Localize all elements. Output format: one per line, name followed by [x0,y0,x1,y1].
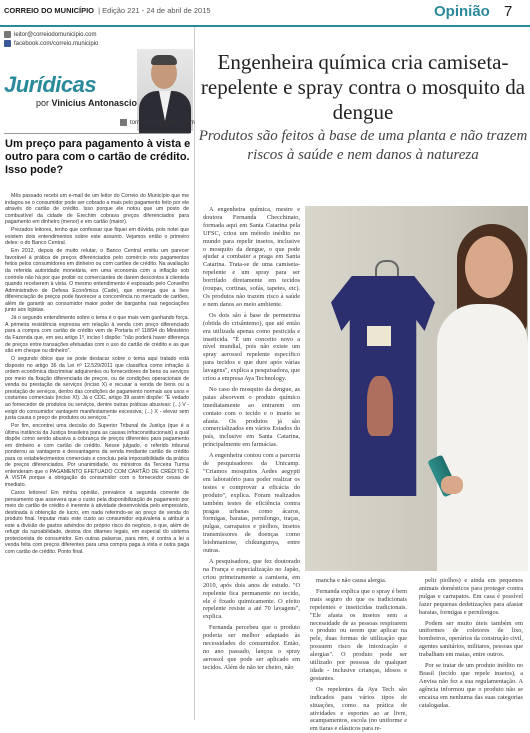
article-paragraph: Fernanda percebeu que o produto poderia ser melhor adaptado às necessidades do consumidor. Então, no ano passado, lançou o spray aerossol que pode ser aplicado em tecidos. Além de não ter cheiro, não [203,624,300,671]
column-paragraph: Caros leitores! Em minha opinião, prevalece a segunda corrente de pensamento que assevera que o custo pela disponibilização de pagamento por meio do cartão de crédito é inerente à atividade desenvolvida pelo empresário, destinada à obtenção de lucro, em nada referindo-se ao preço de venda do produto final. Imputar mais este custo ao consumidor equivaleria a atribuir a este a divisão de gastos advindos do próprio risco do negócio, o que, além de refugir da razoabilidade, destoa dos ditames legais, em especial do sistema protecionista do consumidor. Em outras palavras, para mim, é contra a lei a venda feita com preços diferentes para uma compra paga à vista e outra paga com cartão de crédito. Ponto final. [5,490,189,555]
article-column-3 [419,577,523,714]
email-icon [120,119,127,126]
author-email [120,119,195,126]
article-paragraph: A pesquisadora, que fez doutorado na França e especialização no Japão, criou primeiramente a camiseta, em 2010, após dois anos de estudo. "O repelente fica permanente no tecido, ele é fixado quimicamente. O efeito repelente resiste a até 70 lavagens", explica. [203,557,300,621]
article-paragraph: Os repelentes da Aya Tech são indicados para vários tipos de situações, como na prática de atividades e esportes ao ar livre, acampamentos, escola (no uniforme e em tiaras e elásticos para re- [310,685,407,733]
article-paragraph: pelir piolhos) e ainda em pequenos animais domésticos para proteger contra pulgas e carrapatos. Em casa é possível fazer pequenas dedetizações para afastar baratas, formigas e pernilongos. [419,577,523,616]
article-paragraph: mancha e não causa alergia. [316,577,387,584]
contact-email-text: leitor@correiodomunicipio.com [14,31,97,38]
column-paragraph: Mês passado recebi um e-mail de um leitor do Correio do Município que me indagou se o consumidor pode ser cobrado a mais pelo pagamento feito por ele através do cartão de crédito. Isso porque ele notou que um posto de combustível da cidade de Erechim cobrava preços diferenciados para pagamento em dinheiro (menor) e em cartão (maior). [5,193,189,226]
page-header [0,0,530,26]
article-paragraph: Fernanda explica que o spray é bem mais seguro do que os tradicionais repelentes e inseticidas tradicionais. "Ele afasta os insetos sem a necessidade de as pessoas respirarem o produto ou terem que aplicar na pele, duas formas de utilização que possuem risco de intoxicação e alergias". O produto pode ser utilizado por pessoas de qualquer idade - inclusive crianças, idosos e gestantes. [310,587,407,682]
newspaper-name: CORREIO DO MUNICÍPIO [4,6,95,15]
article-paragraph: A engenheira contou com a parceria de pesquisadores da Unicamp. "Criamos mosquitos Aedes aegypti em laboratório para poder realizar os testes e comprovar a eficácia do produto", explica. Foram realizados também testes de eficiência contra pragas urbanas como ácaros, formigas, baratas, pernilongo, traças, pulgas, carrapatos e piolhos, insetos transmissores de doenças como leishmaniose, chikungunya, entre outras. [203,452,300,555]
article-subheadline: Produtos são feitos à base de uma planta e não trazem riscos à saúde e nem danos à natureza [198,128,528,163]
facebook-icon [4,40,11,47]
column-headline: Um preço para pagamento à vista e outro para com o cartão de crédito. Isso pode? [5,138,191,176]
column-divider [4,133,190,134]
contact-email [4,31,96,38]
article-paragraph: Os dois são à base de permetrina (obtida do crisântemo), que até então era utilizada apenas como pesticida e inseticida. "É um conceito novo a nível mundial, pois não existe um spray aerossol repelente específico para tecidos e que dure após várias lavagens", explica a pesquisadora, que criou a empresa Aya Technology. [203,311,300,383]
section-title: Opinião [434,3,490,20]
column-paragraph: Em 2012, depois de muito relutar, o Banco Central emitiu um parecer favorável à prática de preços diferenciados pelo comércio nos pagamentos feitos pelos consumidores em dinheiro ou com cartões de crédito. Na avaliação da referida autoridade monetária, em uma economia com a inflação sob controle não há por que proibir os comerciantes de darem descontos à clientela quando receberem à vista. O mesmo entendimento é esposado pelo Conselho Administrativo de Defesa Econômica (Cade), que enxerga que a livre diferenciação de preços pode favorecer a concorrência no mercado de cartões, além de garantir ao consumidor maior poder de barganha nas negociações junto aos lojistas. [5,248,189,314]
column-paragraph: Por fim, encontrei uma decisão do Superior Tribunal de Justiça (que é a última instância da Justiça brasileira para as causas infraconstitucionais) a qual dispõe como sendo abusiva a cobrança de preços diferentes para pagamento em dinheiro e com cartão de crédito. Nesse julgado, o referido tribunal ponderou as vantagens e desvantagens da venda mediante cartão de crédito para os estabelecimentos comerciais e concluiu pela impossibilidade da prática de preços diferenciados. Por unanimidade, os ministros da Terceira Turma entenderam que o PAGAMENTO EFETUADO COM CARTÃO DE CRÉDITO É À VISTA porque a obrigação do consumidor com o fornecedor cessa de imediato. [5,423,189,489]
article-paragraph: Por se tratar de um produto inédito no Brasil (tecido que repele insetos), a Anvisa não fez a sua regulamentação. A agência informou que o produto não se encaixa em nenhuma das suas categorias catalogadas. [419,662,523,709]
article-column-1 [203,206,300,714]
column-paragraph: Prezados leitores, tenho que confessar que fiquei em dúvida, pois notei que existem dois entendimentos sobre este assunto. Vejamos então o primeiro deles: o do Banco Central. [5,227,189,247]
article-headline: Engenheira química cria camiseta-repelente e spray contra o mosquito da dengue [200,50,526,124]
article-paragraph: No caso do mosquito da dengue, as patas absorvem o produto químico imediatamente ao entrarem em contato com o tecido e o inseto se afasta. Os produtos já são comercializados em vários Estados do país, inclusive em Santa Catarina, principalmente em farmácias. [203,385,300,449]
column-paragraph: Já o segundo entendimento sobre o tema é o que mais vem ganhando força. A primeira resistência expressa em relação à venda com preço diferenciado para a compra com cartão de crédito vem de Portaria nº 118/94 do Ministério da Fazenda que, em seu artigo 1º, inciso I dispõe: "não poderá haver diferença de preços entre transações efetuadas com o uso do cartão de crédito e as que são em cheque ou dinheiro". [5,315,189,355]
column-name: Jurídicas [4,72,97,97]
article-photo [305,206,528,571]
contact-facebook [4,40,98,47]
edition-info: | Edição 221 - 24 de abril de 2015 [98,6,211,15]
column-paragraph: O segundo óbice que se pode destacar sobre o tema aqui tratado está disposto no artigo 36 da Lei nº 12.529/2011 que classifica como infração à ordem econômica discriminar adquirentes ou fornecedores de bens ou serviços por meio da fixação diferenciada de preços, ou de condições operacionais de venda ou prestação de serviços (inciso X) e recusar a venda de bens ou a prestação de serviços, dentro das condições de pagamento normais aos usos e costumes comerciais (inciso XI). Já o CDC, artigo 39 assim dispõe: "É vedado ao fornecedor de produtos ou serviços, dentre outras práticas abusivas: (...) V - exigir do consumidor vantagem manifestamente excessiva; (...) X - elevar sem justa causa o preço de produtos ou serviços." [5,356,189,422]
column-body [5,193,189,717]
article-paragraph: Podem ser muito úteis também em uniformes de coletores de lixo, bombeiros, operários da construção civil, agentes sanitários, militares, pessoas que trabalham em matas, entre outros. [419,619,523,659]
author-name: Vinicius Antonascio [51,98,138,108]
email-icon [4,31,11,38]
author-email-text: torresvinny@yahoo.com [130,119,195,126]
author-prefix: por [36,98,50,108]
page-number: 7 [504,3,513,20]
contact-facebook-text: facebook.com/correio.municipio [14,40,99,47]
masthead [4,6,211,15]
article-paragraph: A engenheira química, mestre e doutora Fernanda Checchinato, formada aqui em Santa Catarina pela UFSC, criou um método inédito no mundo para repelir insetos, inclusive o mosquito da dengue, o que pode ajudar a combater a praga em Santa Catarina. Trata-se de uma camiseta-repelente e um spray para ser borrifado diretamente em tecidos (roupas, cortinas, sofás, tapetes, etc). Os produtos não trazem risco à saúde e nem danos ao meio ambiente. [203,206,300,308]
opinion-column [0,27,195,720]
article-column-2 [310,577,407,733]
column-author [36,98,137,108]
